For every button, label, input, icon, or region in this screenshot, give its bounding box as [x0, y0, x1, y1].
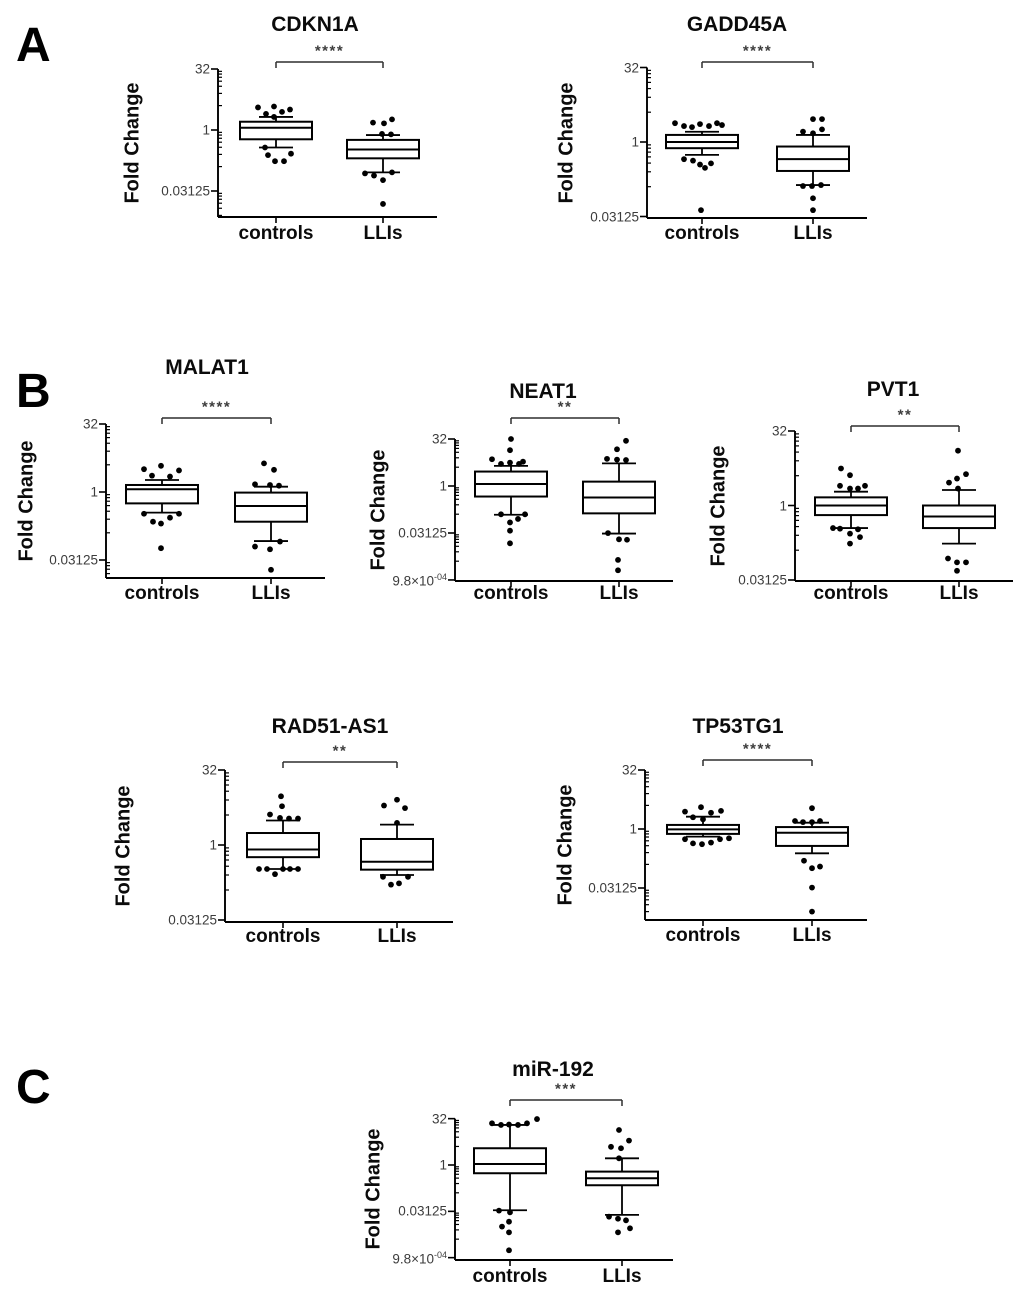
- data-point: [264, 866, 270, 872]
- data-point: [388, 882, 394, 888]
- data-point: [963, 471, 969, 477]
- data-point: [381, 803, 387, 809]
- data-point: [682, 809, 688, 815]
- category-label: controls: [813, 583, 889, 604]
- data-point: [381, 120, 387, 126]
- data-point: [295, 816, 301, 822]
- data-point: [837, 483, 843, 489]
- data-point: [605, 530, 611, 536]
- data-point: [507, 520, 513, 526]
- data-point: [800, 129, 806, 135]
- data-point: [267, 546, 273, 552]
- category-label: controls: [238, 223, 314, 244]
- data-point: [287, 107, 293, 113]
- plot-title: miR-192: [512, 1058, 594, 1081]
- data-point: [719, 122, 725, 128]
- significance-stars: **: [897, 406, 913, 424]
- data-point: [380, 177, 386, 183]
- y-tick-label: [439, 479, 447, 494]
- y-tick-label: [590, 209, 639, 224]
- category-label: LLIs: [363, 223, 403, 244]
- y-tick-text: 1: [779, 498, 787, 513]
- category-label: controls: [124, 583, 200, 604]
- data-point: [271, 104, 277, 110]
- data-point: [847, 531, 853, 537]
- significance-stars: ****: [742, 42, 773, 60]
- data-point: [624, 537, 630, 543]
- y-tick-label: [432, 432, 447, 447]
- data-point: [262, 145, 268, 151]
- y-tick-label: [439, 1158, 447, 1173]
- data-point: [855, 486, 861, 492]
- y-tick-text: 1: [202, 122, 210, 138]
- data-point: [402, 805, 408, 811]
- data-point: [489, 456, 495, 462]
- data-point: [614, 457, 620, 463]
- data-point: [371, 173, 377, 179]
- y-tick-text: 0.03125: [398, 1203, 447, 1219]
- data-point: [847, 486, 853, 492]
- data-point: [616, 1155, 622, 1161]
- data-point: [379, 131, 385, 137]
- data-point: [697, 121, 703, 127]
- data-point: [167, 474, 173, 480]
- y-axis-label: Fold Change: [367, 449, 390, 571]
- data-point: [818, 182, 824, 188]
- y-tick-text: 1: [90, 484, 98, 500]
- data-point: [623, 1217, 629, 1223]
- data-point: [278, 793, 284, 799]
- data-point: [506, 1229, 512, 1235]
- data-point: [158, 545, 164, 551]
- data-point: [507, 447, 513, 453]
- category-label: LLIs: [599, 583, 639, 604]
- data-point: [261, 460, 267, 466]
- data-point: [280, 866, 286, 872]
- y-axis-label: Fold Change: [112, 785, 135, 907]
- data-point: [508, 436, 514, 442]
- y-tick-label: [624, 60, 639, 75]
- data-point: [515, 1122, 521, 1128]
- data-point: [954, 476, 960, 482]
- data-point: [515, 516, 521, 522]
- data-point: [810, 207, 816, 213]
- data-point: [279, 803, 285, 809]
- data-point: [838, 466, 844, 472]
- data-point: [506, 1219, 512, 1225]
- y-tick-text: 1: [629, 821, 637, 837]
- plot-title: MALAT1: [165, 356, 249, 379]
- data-point: [699, 841, 705, 847]
- plot-title: RAD51-AS1: [271, 715, 389, 738]
- data-point: [389, 116, 395, 122]
- data-point: [817, 818, 823, 824]
- panel-letter: A: [16, 19, 51, 72]
- data-point: [606, 1214, 612, 1220]
- data-point: [954, 568, 960, 574]
- data-point: [263, 111, 269, 117]
- category-label: controls: [665, 925, 741, 946]
- data-point: [394, 797, 400, 803]
- data-point: [507, 1209, 513, 1215]
- category-label: LLIs: [251, 583, 291, 604]
- y-tick-label: [629, 822, 637, 837]
- data-point: [800, 819, 806, 825]
- y-tick-text: 32: [623, 60, 639, 75]
- category-label: controls: [473, 583, 549, 604]
- data-point: [817, 864, 823, 870]
- data-point: [801, 858, 807, 864]
- data-point: [837, 526, 843, 532]
- y-tick-text: 1: [631, 134, 639, 150]
- data-point: [672, 120, 678, 126]
- y-tick-text: 0.03125: [588, 880, 637, 896]
- data-point: [857, 534, 863, 540]
- plot-title: GADD45A: [686, 13, 788, 36]
- y-tick-text: 32: [621, 762, 637, 778]
- y-tick-label: [779, 498, 787, 513]
- data-point: [507, 528, 513, 534]
- data-point: [700, 816, 706, 822]
- data-point: [252, 481, 258, 487]
- data-point: [405, 874, 411, 880]
- y-tick-text: 9.8×10: [392, 1250, 434, 1266]
- plot-title: PVT1: [866, 378, 920, 401]
- data-point: [690, 840, 696, 846]
- category-label: LLIs: [602, 1266, 642, 1287]
- data-point: [862, 483, 868, 489]
- y-tick-text: 1: [439, 1157, 447, 1173]
- data-point: [604, 456, 610, 462]
- data-point: [255, 105, 261, 111]
- data-point: [277, 539, 283, 545]
- y-tick-label: [168, 913, 217, 928]
- data-point: [708, 160, 714, 166]
- data-point: [276, 483, 282, 489]
- data-point: [616, 1127, 622, 1133]
- data-point: [708, 810, 714, 816]
- y-tick-label: [432, 1111, 447, 1126]
- data-point: [267, 812, 273, 818]
- data-point: [534, 1116, 540, 1122]
- y-axis-label: Fold Change: [121, 82, 144, 204]
- y-tick-text: 9.8×10: [392, 573, 434, 589]
- data-point: [689, 124, 695, 130]
- data-point: [380, 201, 386, 207]
- category-label: controls: [664, 223, 740, 244]
- data-point: [809, 865, 815, 871]
- data-point: [265, 152, 271, 158]
- y-tick-label: [90, 485, 98, 500]
- data-point: [616, 536, 622, 542]
- data-point: [702, 165, 708, 171]
- data-point: [627, 1225, 633, 1231]
- data-point: [682, 836, 688, 842]
- y-tick-text: 32: [431, 1111, 447, 1127]
- y-tick-text: 0.03125: [161, 183, 210, 199]
- y-tick-label: [392, 572, 447, 589]
- data-point: [626, 1138, 632, 1144]
- data-point: [295, 866, 301, 872]
- data-point: [955, 486, 961, 492]
- data-point: [141, 511, 147, 517]
- data-point: [809, 885, 815, 891]
- y-tick-text: 0.03125: [590, 209, 639, 224]
- data-point: [690, 158, 696, 164]
- data-point: [279, 109, 285, 115]
- y-tick-label: [772, 424, 787, 439]
- data-point: [506, 1122, 512, 1128]
- y-tick-text: 0.03125: [398, 525, 447, 541]
- y-axis-label: Fold Change: [362, 1128, 385, 1250]
- data-point: [945, 556, 951, 562]
- y-axis-label: Fold Change: [554, 784, 577, 906]
- data-point: [256, 866, 262, 872]
- y-tick-label: [202, 123, 210, 138]
- data-point: [717, 836, 723, 842]
- box-LLIs: [235, 493, 307, 522]
- data-point: [286, 816, 292, 822]
- significance-stars: ***: [554, 1080, 578, 1098]
- data-point: [176, 468, 182, 474]
- data-point: [809, 909, 815, 915]
- plot-title: CDKN1A: [271, 13, 359, 36]
- data-point: [281, 158, 287, 164]
- y-tick-label: [49, 553, 98, 568]
- data-point: [272, 871, 278, 877]
- data-point: [726, 835, 732, 841]
- data-point: [608, 1144, 614, 1150]
- data-point: [698, 207, 704, 213]
- data-point: [277, 815, 283, 821]
- data-point: [810, 116, 816, 122]
- significance-stars: **: [332, 742, 348, 760]
- data-point: [946, 480, 952, 486]
- data-point: [370, 120, 376, 126]
- box-controls: [247, 833, 319, 857]
- data-point: [963, 559, 969, 565]
- significance-stars: ****: [742, 740, 773, 758]
- data-point: [809, 805, 815, 811]
- y-tick-text: 32: [82, 416, 98, 432]
- data-point: [809, 819, 815, 825]
- y-tick-text: 0.03125: [49, 552, 98, 568]
- y-tick-label: [631, 135, 639, 150]
- data-point: [855, 526, 861, 532]
- y-tick-text: 1: [209, 837, 217, 853]
- data-point: [507, 460, 513, 466]
- y-tick-text: 32: [194, 61, 210, 77]
- data-point: [681, 123, 687, 129]
- data-point: [809, 183, 815, 189]
- data-point: [697, 162, 703, 168]
- y-axis-label: Fold Change: [15, 440, 38, 562]
- y-tick-label: [209, 838, 217, 853]
- data-point: [176, 511, 182, 517]
- y-tick-label: [588, 881, 637, 896]
- y-tick-label: [738, 573, 787, 588]
- data-point: [706, 123, 712, 129]
- significance-stars: ****: [314, 42, 345, 60]
- data-point: [522, 511, 528, 517]
- data-point: [690, 814, 696, 820]
- y-tick-text: 1: [439, 478, 447, 494]
- box-LLIs: [361, 839, 433, 870]
- data-point: [618, 1145, 624, 1151]
- box-controls: [240, 122, 312, 140]
- data-point: [396, 880, 402, 886]
- data-point: [623, 438, 629, 444]
- y-axis-label: Fold Change: [555, 82, 578, 204]
- data-point: [955, 448, 961, 454]
- data-point: [810, 130, 816, 136]
- y-tick-text: 0.03125: [738, 572, 787, 588]
- significance-stars: ****: [201, 398, 232, 416]
- data-point: [167, 515, 173, 521]
- panel-letter: C: [16, 1061, 51, 1114]
- data-point: [380, 874, 386, 880]
- category-label: LLIs: [792, 925, 832, 946]
- y-tick-exponent: -04: [433, 1249, 447, 1260]
- data-point: [158, 463, 164, 469]
- y-tick-label: [161, 184, 210, 199]
- data-point: [698, 804, 704, 810]
- data-point: [615, 567, 621, 573]
- box-controls: [474, 1148, 546, 1173]
- y-tick-text: 0.03125: [168, 912, 217, 928]
- data-point: [499, 1224, 505, 1230]
- y-tick-label: [622, 763, 637, 778]
- data-point: [830, 525, 836, 531]
- y-tick-label: [202, 763, 217, 778]
- data-point: [388, 131, 394, 137]
- plot-title: TP53TG1: [692, 715, 784, 738]
- y-tick-label: [398, 1204, 447, 1219]
- data-point: [252, 544, 258, 550]
- data-point: [288, 151, 294, 157]
- significance-stars: **: [557, 398, 573, 416]
- data-point: [614, 446, 620, 452]
- data-point: [141, 466, 147, 472]
- data-point: [498, 461, 504, 467]
- y-tick-exponent: -04: [433, 571, 447, 582]
- data-point: [149, 473, 155, 479]
- data-point: [792, 818, 798, 824]
- data-point: [498, 511, 504, 517]
- data-point: [615, 557, 621, 563]
- data-point: [708, 840, 714, 846]
- data-point: [524, 1120, 530, 1126]
- panel-letter: B: [16, 365, 51, 418]
- category-label: LLIs: [793, 223, 833, 244]
- y-tick-text: 32: [201, 762, 217, 778]
- data-point: [362, 170, 368, 176]
- data-point: [267, 482, 273, 488]
- data-point: [623, 457, 629, 463]
- data-point: [272, 158, 278, 164]
- data-point: [498, 1122, 504, 1128]
- data-point: [150, 519, 156, 525]
- y-tick-label: [195, 62, 210, 77]
- category-label: LLIs: [377, 926, 417, 947]
- data-point: [158, 521, 164, 527]
- data-point: [271, 467, 277, 473]
- plot-title: NEAT1: [509, 380, 577, 403]
- box-LLIs: [776, 827, 848, 846]
- data-point: [681, 156, 687, 162]
- data-point: [819, 126, 825, 132]
- data-point: [506, 1247, 512, 1253]
- data-point: [615, 1229, 621, 1235]
- category-label: controls: [472, 1266, 548, 1287]
- data-point: [271, 114, 277, 120]
- data-point: [718, 808, 724, 814]
- data-point: [714, 120, 720, 126]
- data-point: [268, 567, 274, 573]
- data-point: [847, 541, 853, 547]
- y-tick-text: 32: [431, 431, 447, 447]
- data-point: [507, 540, 513, 546]
- y-tick-label: [83, 417, 98, 432]
- data-point: [489, 1120, 495, 1126]
- y-axis-label: Fold Change: [707, 445, 730, 567]
- data-point: [615, 1216, 621, 1222]
- box-controls: [126, 485, 198, 503]
- data-point: [954, 559, 960, 565]
- data-point: [847, 472, 853, 478]
- data-point: [389, 169, 395, 175]
- data-point: [800, 183, 806, 189]
- y-tick-label: [398, 526, 447, 541]
- y-tick-text: 32: [771, 423, 787, 439]
- data-point: [819, 116, 825, 122]
- category-label: LLIs: [939, 583, 979, 604]
- data-point: [394, 820, 400, 826]
- category-label: controls: [245, 926, 321, 947]
- data-point: [496, 1208, 502, 1214]
- data-point: [516, 461, 522, 467]
- y-tick-label: [392, 1249, 447, 1266]
- data-point: [287, 866, 293, 872]
- data-point: [810, 195, 816, 201]
